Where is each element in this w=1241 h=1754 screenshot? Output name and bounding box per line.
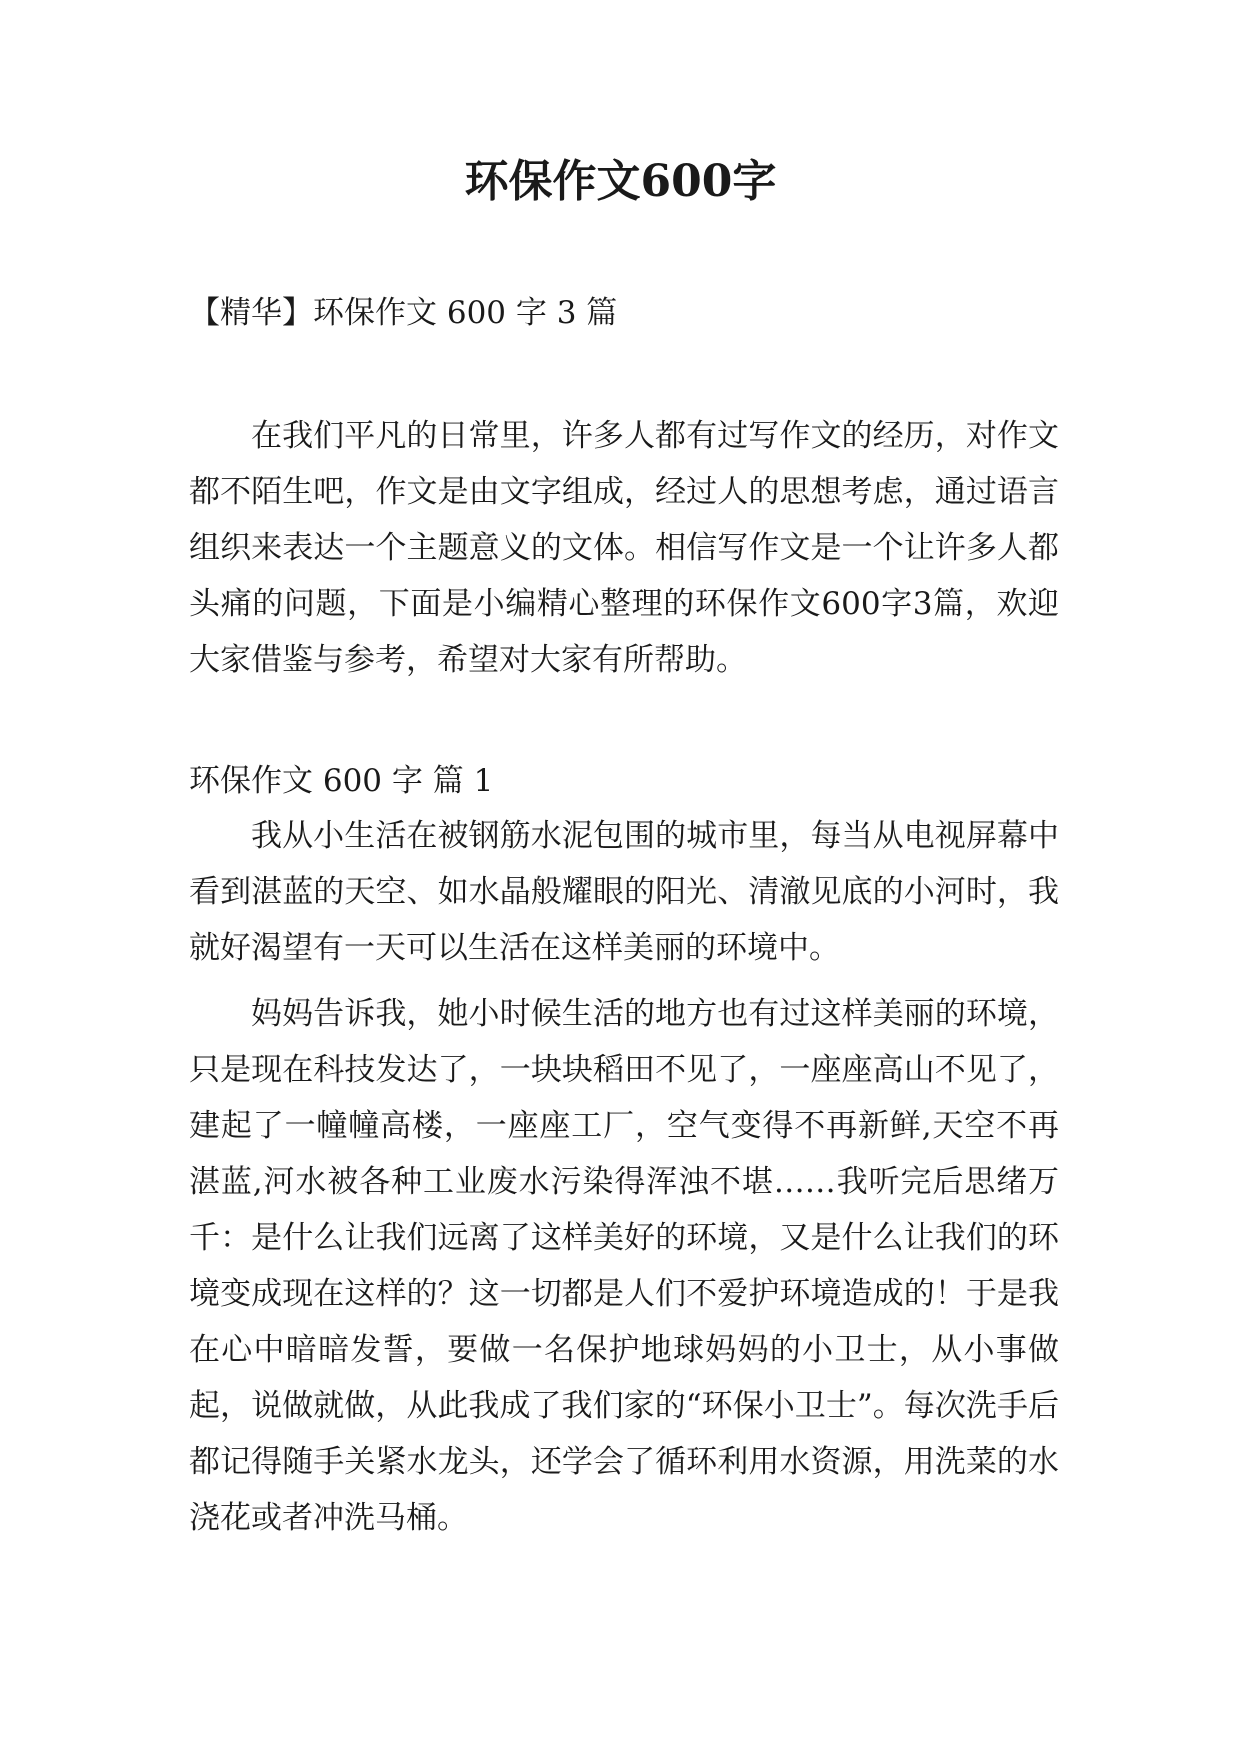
body-paragraph-1: 我从小生活在被钢筋水泥包围的城市里，每当从电视屏幕中看到湛蓝的天空、如水晶般耀眼的阳光、清澈见底的小河时，我就好渴望有一天可以生活在这样美丽的环境中。 — [189, 818, 1059, 966]
body-paragraph-2: 妈妈告诉我，她小时候生活的地方也有过这样美丽的环境，只是现在科技发达了，一块块稻田不见了，一座座高山不见了，建起了一幢幢高楼，一座座工厂，空气变得不再新鲜,天空不再湛蓝,河水被各种工业废水污染得浑浊不堪……我听完后思绪万千：是什么让我们远离了这样美好的环境，又是什么让我们的环境变成现在这样的？这一切都是人们不爱护环境造成的！于是我在心中暗暗发誓，要做一名保护地球妈妈的小卫士，从小事做起，说做就做，从此我成了我们家的“环保小卫士”。每次洗手后都记得随手关紧水龙头，还学会了循环利用水资源，用洗菜的水浇花或者冲洗马桶。 — [189, 996, 1059, 1536]
document-subtitle: 【精华】环保作文 600 字 3 篇 — [189, 295, 618, 331]
section-heading: 环保作文 600 字 篇 1 — [189, 763, 494, 799]
document-title: 环保作文600字 — [464, 156, 777, 207]
intro-paragraph: 在我们平凡的日常里，许多人都有过写作文的经历，对作文都不陌生吧，作文是由文字组成，经过人的思想考虑，通过语言组织来表达一个主题意义的文体。相信写作文是一个让许多人都头痛的问题，下面是小编精心整理的环保作文600字3篇，欢迎大家借鉴与参考，希望对大家有所帮助。 — [189, 418, 1059, 678]
